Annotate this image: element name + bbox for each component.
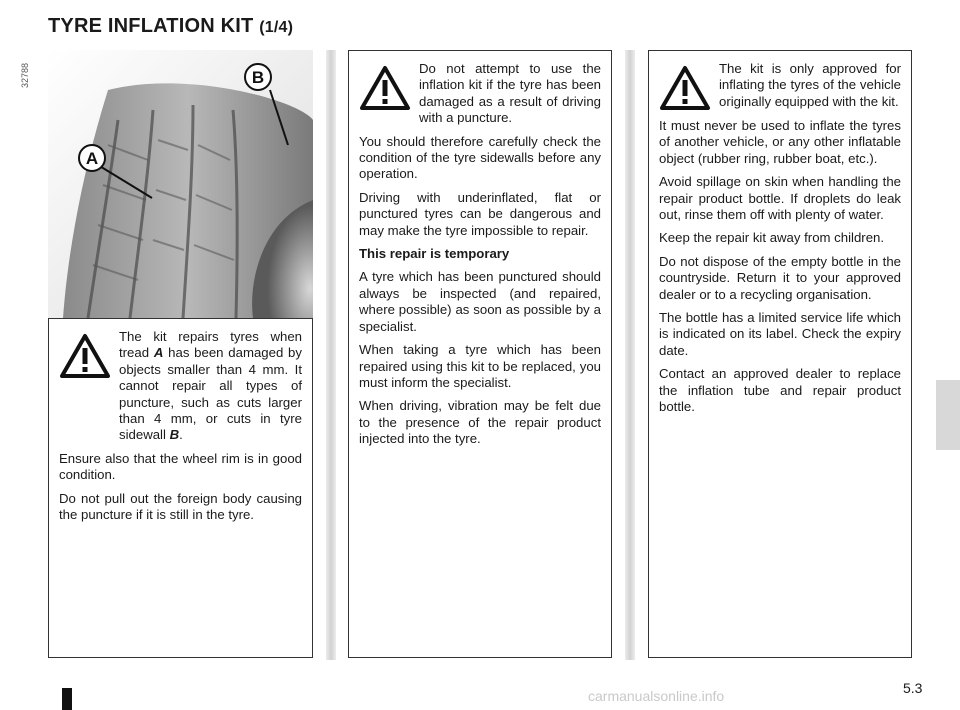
page-title-text: TYRE INFLATION KIT [48,15,254,37]
paragraph: Contact an approved dealer to replace the inflation tube and repair product bottle. [659,366,901,415]
lead-text-part: The kit repairs tyres when tread [119,329,302,361]
column-divider [326,50,336,660]
chapter-tab [936,380,960,450]
page-indicator: (1/4) [259,19,294,36]
watermark: carmanualsonline.info [588,688,725,704]
lead-text-part: . [179,427,183,443]
lead-text-part: has been damaged by objects smaller than 4 mm. It cannot repair all types of puncture, such as cuts larger than 4 mm, or cuts in tyre sidewall [119,345,302,443]
paragraph: It must never be used to inflate the tyres of another vehicle, or any other inflatable object (rubber ring, rubber boat, etc.). [659,118,901,166]
paragraph: The bottle has a limited service life which is indicated on its label. Check the expiry date. [659,310,901,358]
paragraph: You should therefore carefully check the condition of the tyre sidewalls before any operation. [359,133,601,182]
paragraph: Do not dispose of the empty bottle in the countryside. Return it to your approved dealer or to a recycling organisation. [659,253,901,302]
paragraph: Do not pull out the foreign body causing the puncture if it is still in the tyre. [59,490,302,523]
page-title [48,15,293,38]
tyre-illustration [48,50,313,318]
paragraph: Avoid spillage on skin when handling the repair product bottle. If droplets do leak out, rinse them off with plenty of water. [659,174,901,223]
paragraph: Driving with underinflated, flat or punctured tyres can be dangerous and may make the tyre impossible to repair. [359,189,601,238]
warning-header [59,329,302,444]
tyre-drawing [48,50,313,318]
warning-triangle-icon [359,65,411,111]
reference-a: A [153,345,164,361]
warning-lead-text [119,329,302,444]
callout-a-label: A [85,149,99,168]
paragraph: Keep the repair kit away from children. [659,230,885,246]
emphasis-heading: This repair is temporary [359,246,510,262]
paragraph: When driving, vibration may be felt due to the presence of the repair product injected into the tyre. [359,398,601,447]
warning-panel-middle [348,50,612,658]
figure-reference-code: 32788 [20,62,30,88]
column-divider [625,50,635,660]
page-number: 5.3 [903,680,923,696]
paragraph: A tyre which has been punctured should always be inspected (and repaired, where possible) as soon as possible by a specialist. [359,269,601,334]
warning-lead-text: The kit is only approved for inflating the tyres of the vehicle originally equipped with the kit. [719,61,901,109]
paragraph: Ensure also that the wheel rim is in good condition. [59,450,302,483]
warning-panel-right [648,50,912,658]
paragraph: When taking a tyre which has been repaired using this kit to be replaced, you must inform the specialist. [359,342,601,390]
warning-triangle-icon [59,333,111,379]
warning-header [359,61,601,127]
warning-triangle-icon [659,65,711,111]
warning-panel-left [48,318,313,658]
reference-b: B [169,427,180,443]
warning-header [659,61,901,111]
page-edge-mark [62,688,72,710]
warning-lead-text: Do not attempt to use the inflation kit if the tyre has been damaged as a result of driving with a puncture. [419,61,601,126]
callout-b-label: B [251,68,265,87]
